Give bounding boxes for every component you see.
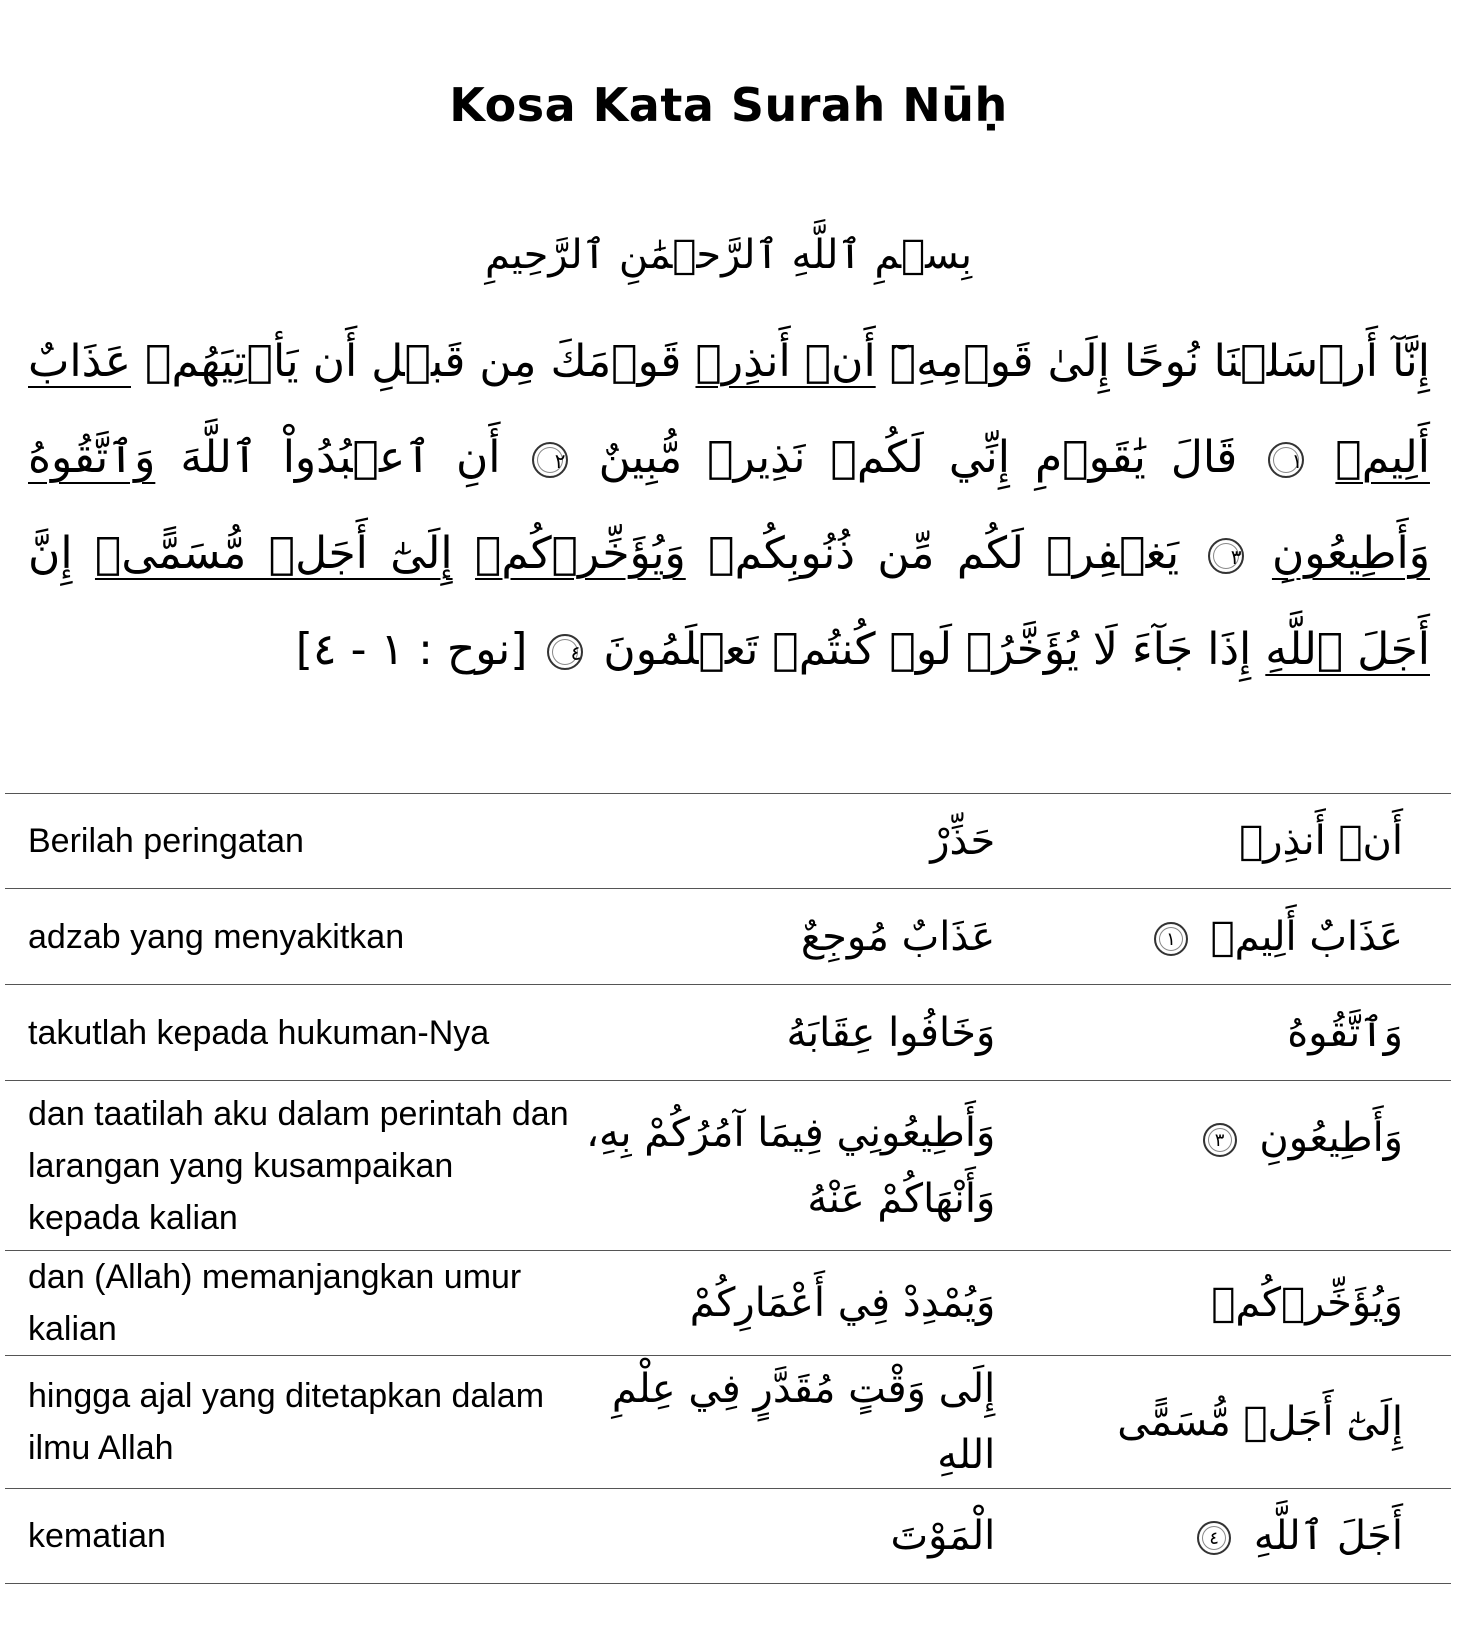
verse-4-text: يَغۡفِرۡ لَكُم مِّن ذُنُوبِكُمۡ bbox=[708, 528, 1180, 579]
word-text: وَأَطِيعُونِ bbox=[1259, 1115, 1403, 1161]
word-text: عَذَابٌ أَلِيمٞ bbox=[1210, 913, 1403, 960]
synonym-cell: وَأَطِيعُونِي فِيمَا آمُرُكُمْ بِهِ، وَأَنْهَاكُمْ عَنْهُ bbox=[586, 1109, 996, 1222]
table-row bbox=[5, 889, 1451, 985]
word-text: وَٱتَّقُوهُ bbox=[1287, 1009, 1403, 1056]
word-cell bbox=[995, 794, 1451, 889]
verse-4-text-b: إِنَّ bbox=[28, 528, 73, 579]
ayah-number-2: ٢ bbox=[532, 442, 568, 478]
table-row bbox=[5, 1251, 1451, 1356]
word-cell bbox=[995, 1356, 1451, 1489]
meaning-cell: adzab yang menyakitkan bbox=[28, 917, 405, 956]
highlight-wa-yuakhkhirkum: وَيُؤَخِّرۡكُمۡ bbox=[475, 528, 686, 579]
vocabulary-table bbox=[5, 793, 1451, 1584]
highlight-ajalallah: أَجَلَ ٱللَّهِ bbox=[1265, 624, 1430, 675]
word-text: إِلَىٰٓ أَجَلٖ مُّسَمًّى bbox=[1117, 1399, 1403, 1445]
meaning-cell: takutlah kepada hukuman-Nya bbox=[28, 1013, 490, 1052]
table-row bbox=[5, 1356, 1451, 1489]
word-text: أَجَلَ ٱللَّهِ bbox=[1253, 1513, 1403, 1559]
surah-citation: [نوح : ١ - ٤] bbox=[295, 624, 528, 675]
word-cell bbox=[995, 1489, 1451, 1584]
synonym-cell: عَذَابٌ مُوجِعٌ bbox=[800, 913, 996, 960]
meaning-cell: hingga ajal yang ditetapkan dalam ilmu Allah bbox=[28, 1377, 545, 1467]
synonym-cell: الْمَوْتَ bbox=[890, 1513, 996, 1559]
table-row bbox=[5, 1081, 1451, 1251]
quran-passage bbox=[28, 314, 1430, 698]
table-row bbox=[5, 985, 1451, 1081]
word-text: أَنۡ أَنذِرۡ bbox=[1239, 818, 1403, 864]
synonym-cell: حَذِّرْ bbox=[930, 818, 996, 864]
meaning-cell: dan taatilah aku dalam perintah dan larangan yang kusampaikan kepada kalian bbox=[28, 1094, 569, 1237]
word-cell bbox=[995, 889, 1451, 985]
word-text: وَيُؤَخِّرۡكُمۡ bbox=[1211, 1280, 1403, 1326]
ayah-number-3: ٣ bbox=[1208, 538, 1244, 574]
highlight-wattaquhu: وَٱتَّقُوهُ bbox=[28, 432, 156, 483]
ayah-number-marker: ١ bbox=[1154, 922, 1188, 956]
synonym-cell: وَيُمْدِدْ فِي أَعْمَارِكُمْ bbox=[689, 1280, 996, 1326]
table-row bbox=[5, 794, 1451, 889]
verse-2-text: قَالَ يَٰقَوۡمِ إِنِّي لَكُمۡ نَذِيرٞ مُّبِينٌ bbox=[598, 432, 1238, 483]
ayah-number-marker: ٣ bbox=[1203, 1123, 1237, 1157]
word-cell bbox=[995, 1251, 1451, 1356]
basmalah: بِسۡمِ ٱللَّهِ ٱلرَّحۡمَٰنِ ٱلرَّحِيمِ bbox=[484, 232, 972, 278]
ayah-number-4: ٤ bbox=[547, 634, 583, 670]
page-title: Kosa Kata Surah Nūḥ bbox=[449, 78, 1008, 132]
meaning-cell: Berilah peringatan bbox=[28, 822, 304, 860]
highlight-ila-ajalin-musamma: إِلَىٰٓ أَجَلٖ مُّسَمًّىۚ bbox=[94, 528, 453, 579]
word-cell bbox=[995, 985, 1451, 1081]
meaning-cell: kematian bbox=[28, 1517, 166, 1555]
verse-1-text: إِنَّآ أَرۡسَلۡنَا نُوحًا إِلَىٰ قَوۡمِهِۦٓ bbox=[889, 336, 1430, 387]
highlight-an-andzir: أَنۡ أَنذِرۡ bbox=[695, 336, 876, 387]
verse-3-text: أَنِ ٱعۡبُدُواْ ٱللَّهَ bbox=[180, 432, 501, 483]
verse-4-text-c: إِذَا جَآءَ لَا يُؤَخَّرُۚ لَوۡ كُنتُمۡ تَعۡلَمُونَ bbox=[603, 624, 1252, 675]
synonym-cell: إِلَى وَقْتٍ مُقَدَّرٍ فِي عِلْمِ اللهِ bbox=[611, 1366, 996, 1478]
highlight-adzabun-alim: عَذَابٌ أَلِيمٞ bbox=[28, 336, 1430, 483]
word-cell bbox=[995, 1081, 1451, 1251]
meaning-cell: dan (Allah) memanjangkan umur kalian bbox=[28, 1258, 522, 1348]
verse-1-text-b: قَوۡمَكَ مِن قَبۡلِ أَن يَأۡتِيَهُمۡ bbox=[145, 336, 682, 387]
highlight-wa-athiun: وَأَطِيعُونِ bbox=[1271, 528, 1430, 579]
ayah-number-1: ١ bbox=[1268, 442, 1304, 478]
synonym-cell: وَخَافُوا عِقَابَهُ bbox=[786, 1009, 996, 1056]
table-row bbox=[5, 1489, 1451, 1584]
ayah-number-marker: ٤ bbox=[1197, 1521, 1231, 1555]
